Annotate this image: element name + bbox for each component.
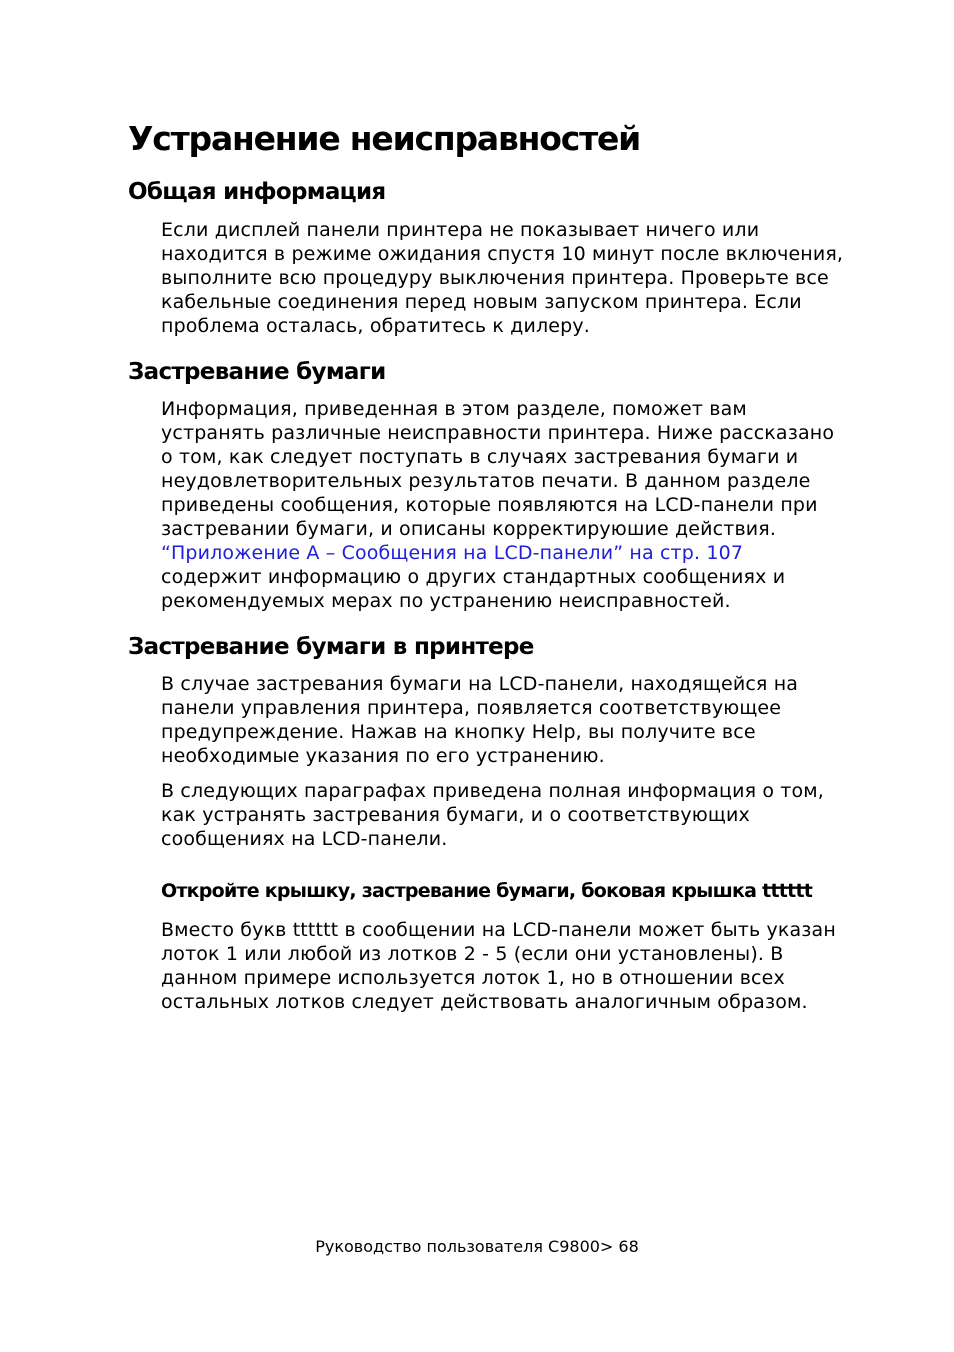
page-title: Устранение неисправностей (128, 119, 641, 158)
text-line: панели управления принтера, появляется соответствующее (161, 697, 782, 719)
text-line: Вместо букв tttttt в сообщении на LCD-панели может быть указан (161, 919, 836, 941)
section-heading-paper-jam: Застревание бумаги (128, 359, 386, 385)
text-line: проблема осталась, обратитесь к дилеру. (161, 315, 590, 337)
text-line: рекомендуемых мерах по устранению неисправностей. (161, 590, 731, 612)
paragraph-jam-in-printer-2 (161, 779, 841, 851)
text-line: находится в режиме ожидания спустя 10 минут после включения, (161, 243, 844, 265)
footer-text: Руководство пользователя C9800> 68 (315, 1237, 639, 1256)
text-line: данном примере используется лоток 1, но в отношении всех (161, 967, 785, 989)
text-line: выполните всю процедуру выключения принтера. Проверьте все (161, 267, 829, 289)
appendix-a-link[interactable]: “Приложение A – Сообщения на LCD-панели” на стр. 107 (161, 542, 744, 564)
text-line: застревании бумаги, и описаны корректируюшие действия. (161, 518, 777, 540)
text-line: Если дисплей панели принтера не показывает ничего или (161, 219, 760, 241)
text-line: В следующих параграфах приведена полная информация о том, (161, 780, 824, 802)
text-line: необходимые указания по его устранению. (161, 745, 605, 767)
text-line: лоток 1 или любой из лотков 2 - 5 (если они установлены). В (161, 943, 784, 965)
text-line: устранять различные неисправности принтера. Ниже рассказано (161, 422, 835, 444)
text-line: как устранять застревания бумаги, и о соответствующих (161, 804, 750, 826)
text-line: остальных лотков следует действовать аналогичным образом. (161, 991, 808, 1013)
paragraph-general-info (161, 218, 844, 338)
section-heading-paper-jam-in-printer: Застревание бумаги в принтере (128, 634, 534, 660)
section-heading-general-info: Общая информация (128, 179, 386, 205)
paragraph-jam-in-printer-1 (161, 672, 841, 768)
text-line: предупреждение. Нажав на кнопку Help, вы получите все (161, 721, 756, 743)
text-line: неудовлетворительных результатов печати. В данном разделе (161, 470, 811, 492)
subsection-heading-open-cover: Откройте крышку, застревание бумаги, боковая крышка tttttt (161, 880, 813, 902)
text-line: содержит информацию о других стандартных сообщениях и (161, 566, 786, 588)
text-line: кабельные соединения перед новым запуском принтера. Если (161, 291, 802, 313)
text-line: сообщениях на LCD-панели. (161, 828, 448, 850)
paragraph-paper-jam (161, 397, 841, 613)
text-line: приведены сообщения, которые появляются на LCD-панели при (161, 494, 818, 516)
paragraph-open-cover (161, 918, 841, 1014)
text-line: Информация, приведенная в этом разделе, поможет вам (161, 398, 747, 420)
text-line: о том, как следует поступать в случаях застревания бумаги и (161, 446, 799, 468)
text-line: В случае застревания бумаги на LCD-панели, находящейся на (161, 673, 799, 695)
page-footer (0, 1236, 954, 1258)
